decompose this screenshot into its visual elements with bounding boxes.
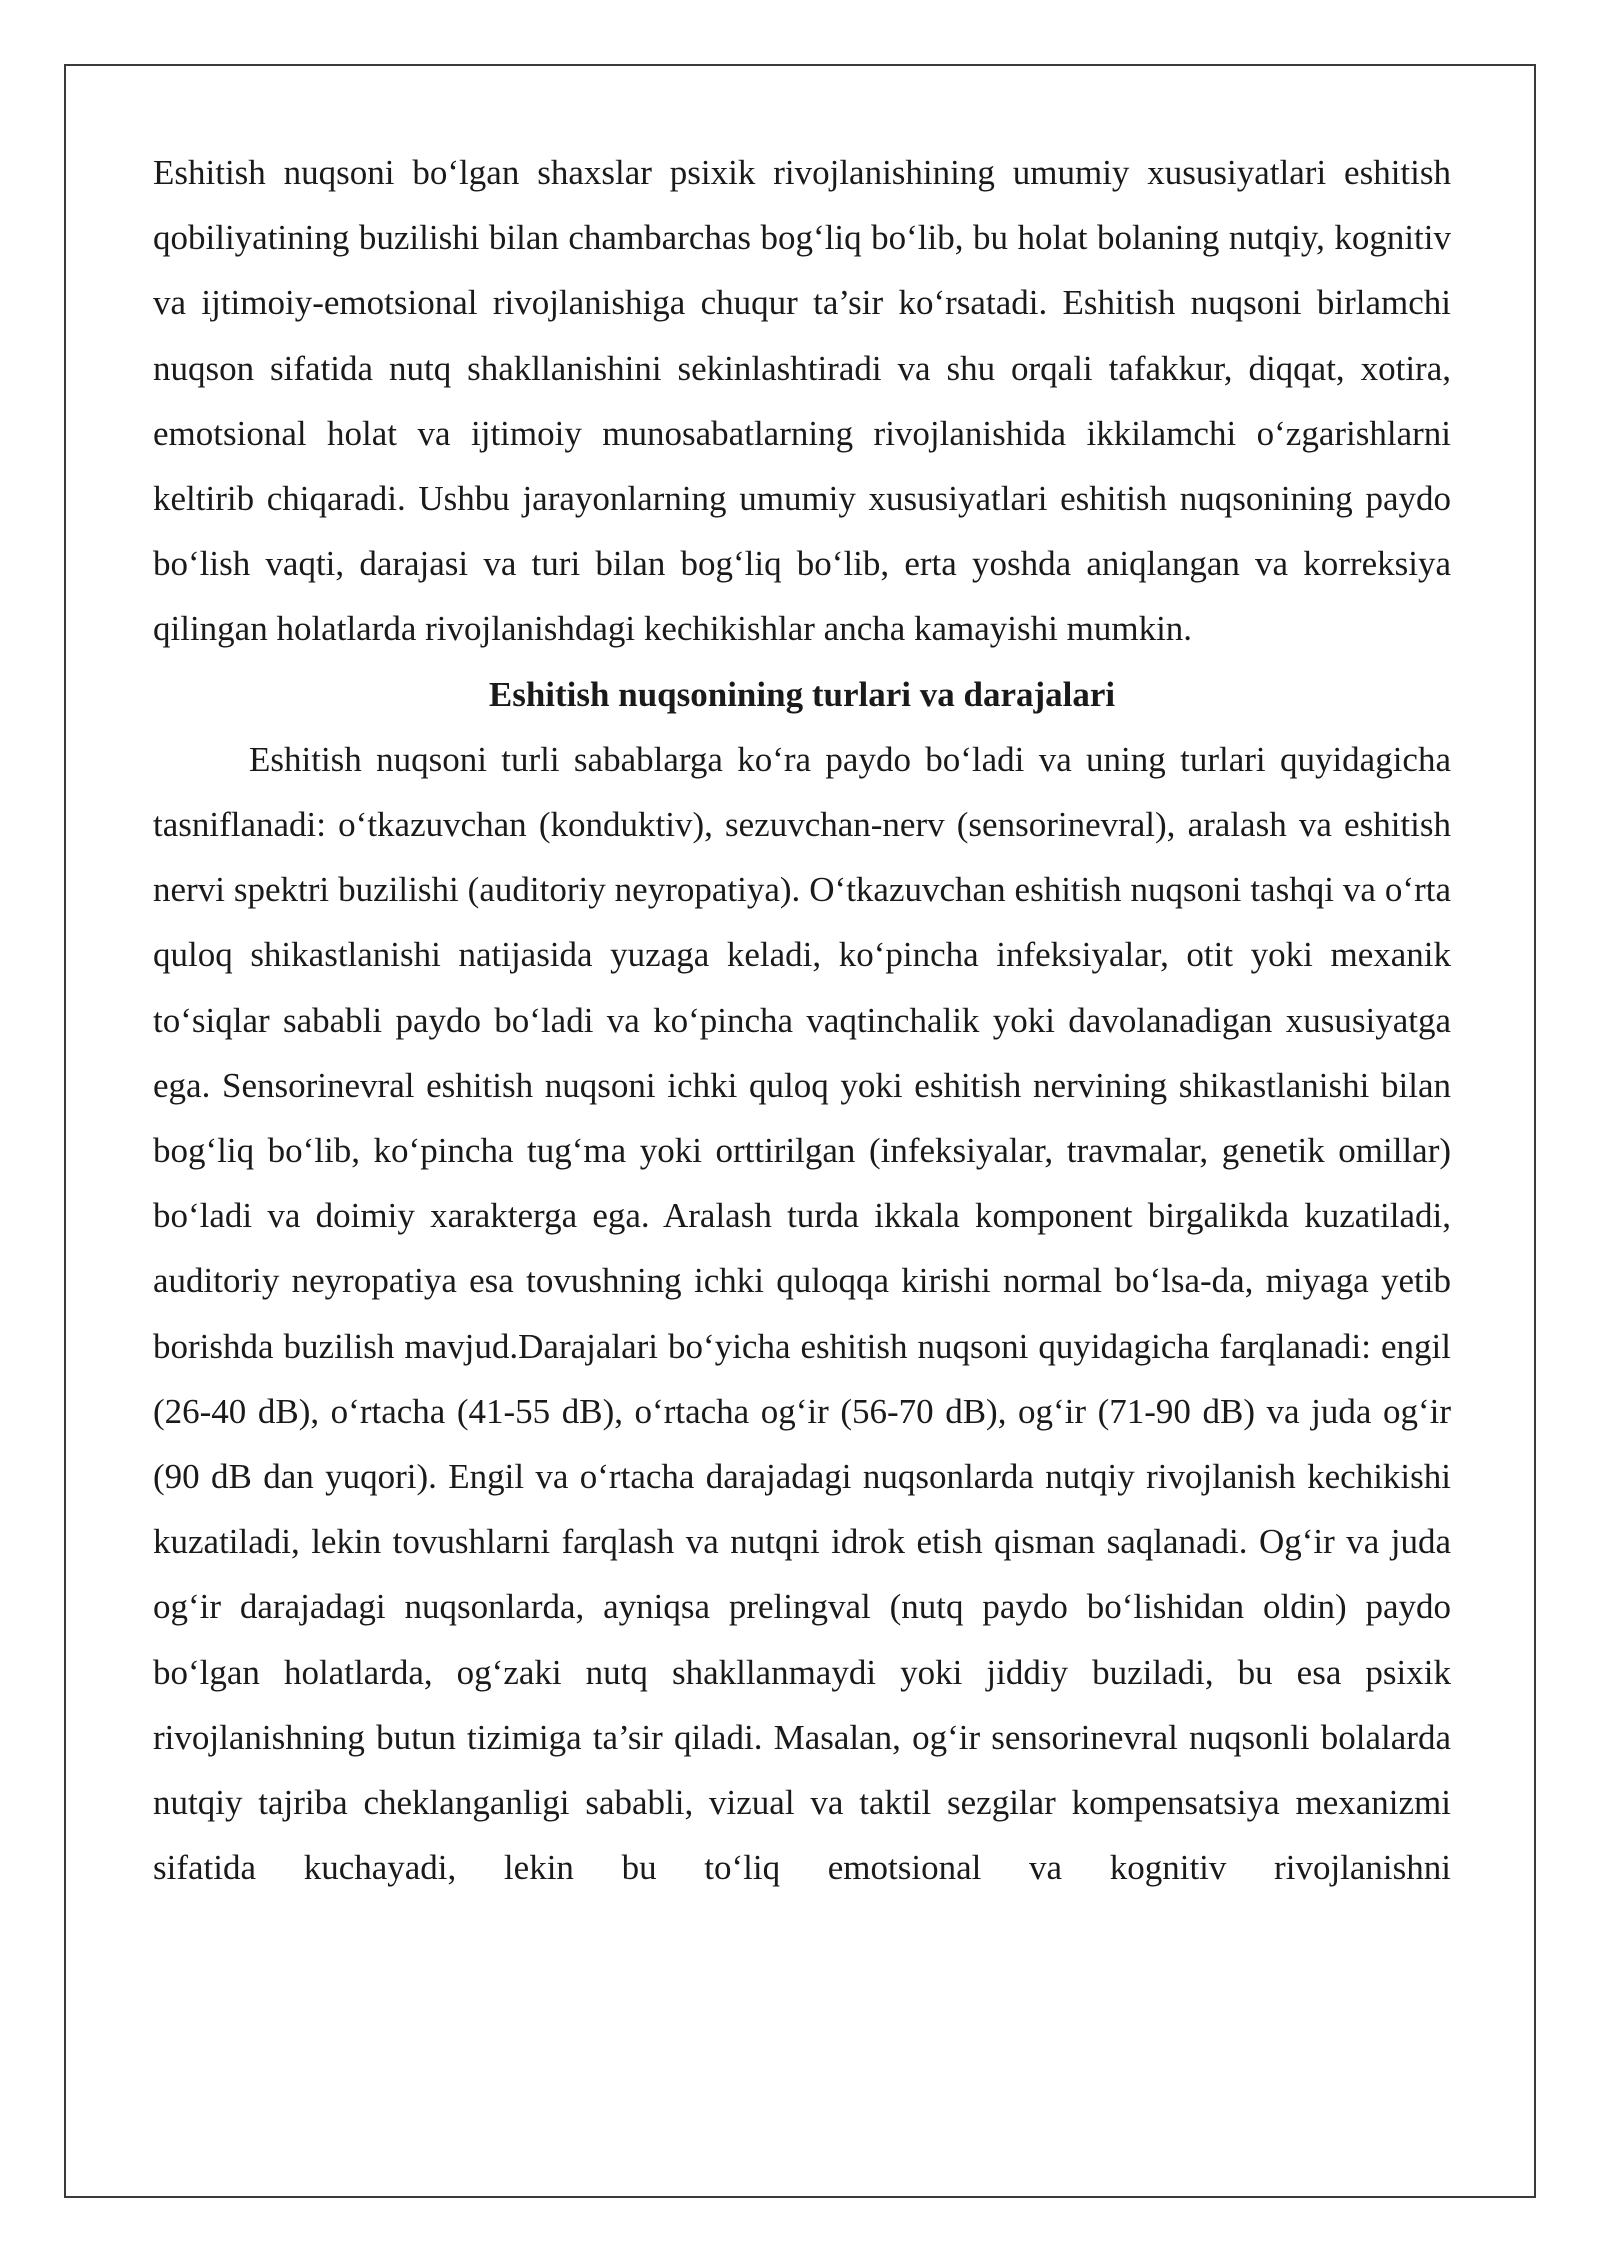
- document-body: [153, 140, 1451, 1900]
- section-heading: Eshitish nuqsonining turlari va darajalari: [488, 674, 1116, 714]
- body-paragraph: Eshitish nuqsoni turli sabablarga ko‘ra paydo bo‘ladi va uning turlari quyidagicha tasniflanadi: o‘tkazuvchan (konduktiv), sezuvchan-nerv (sensorinevral), aralash va eshitish nervi spektri buzilishi (auditoriy neyropatiya). O‘tkazuvchan eshitish nuqsoni tashqi va o‘rta quloq shikastlanishi natijasida yuzaga keladi, ko‘pincha infeksiyalar, otit yoki mexanik to‘siqlar sababli paydo bo‘ladi va ko‘pincha vaqtinchalik yoki davolanadigan xususiyatga ega. Sensorinevral eshitish nuqsoni ichki quloq yoki eshitish nervining shikastlanishi bilan bog‘liq bo‘lib, ko‘pincha tug‘ma yoki orttirilgan (infeksiyalar, travmalar, genetik omillar) bo‘ladi va doimiy xarakterga ega. Aralash turda ikkala komponent birgalikda kuzatiladi, auditoriy neyropatiya esa tovushning ichki quloqqa kirishi normal bo‘lsa-da, miyaga yetib borishda buzilish mavjud.Darajalari bo‘yicha eshitish nuqsoni quyidagicha farqlanadi: engil (26-40 dB), o‘rtacha (41-55 dB), o‘rtacha og‘ir (56-70 dB), og‘ir (71-90 dB) va juda og‘ir (90 dB dan yuqori). Engil va o‘rtacha darajadagi nuqsonlarda nutqiy rivojlanish kechikishi kuzatiladi, lekin tovushlarni farqlash va nutqni idrok etish qisman saqlanadi. Og‘ir va juda og‘ir darajadagi nuqsonlarda, ayniqsa prelingval (nutq paydo bo‘lishidan oldin) paydo bo‘lgan holatlarda, og‘zaki nutq shakllanmaydi yoki jiddiy buziladi, bu esa psixik rivojlanishning butun tizimiga ta’sir qiladi. Masalan, og‘ir sensorinevral nuqsonli bolalarda nutqiy tajriba cheklanganligi sababli, vizual va taktil sezgilar kompensatsiya mexanizmi sifatida kuchayadi, lekin bu to‘liq emotsional va kognitiv rivojlanishni: [153, 739, 1451, 1888]
- intro-paragraph: Eshitish nuqsoni bo‘lgan shaxslar psixik rivojlanishining umumiy xususiyatlari eshitish qobiliyatining buzilishi bilan chambarchas bog‘liq bo‘lib, bu holat bolaning nutqiy, kognitiv va ijtimoiy-emotsional rivojlanishiga chuqur ta’sir ko‘rsatadi. Eshitish nuqsoni birlamchi nuqson sifatida nutq shakllanishini sekinlashtiradi va shu orqali tafakkur, diqqat, xotira, emotsional holat va ijtimoiy munosabatlarning rivojlanishida ikkilamchi o‘zgarishlarni keltirib chiqaradi. Ushbu jarayonlarning umumiy xususiyatlari eshitish nuqsonining paydo bo‘lish vaqti, darajasi va turi bilan bog‘liq bo‘lib, erta yoshda aniqlangan va korreksiya qilingan holatlarda rivojlanishdagi kechikishlar ancha kamayishi mumkin.: [153, 153, 1451, 649]
